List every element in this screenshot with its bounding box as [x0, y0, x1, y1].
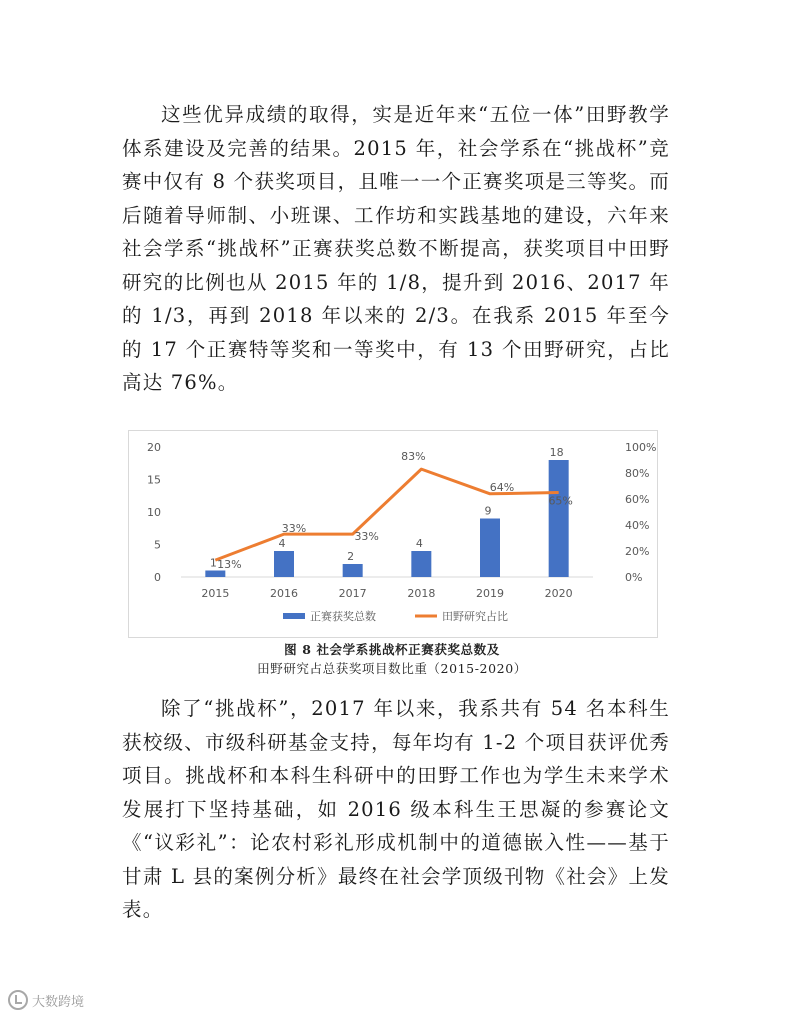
y-left-tick-label: 20 [147, 441, 161, 454]
bar [480, 519, 500, 578]
bar-data-label: 4 [278, 537, 286, 550]
legend-line-label: 田野研究占比 [442, 610, 508, 623]
legend-bar-label: 正赛获奖总数 [310, 610, 376, 623]
y-left-tick-label: 10 [147, 506, 161, 519]
x-tick-label: 2015 [201, 587, 230, 600]
y-right-tick-label: 80% [625, 467, 650, 480]
y-left-tick-label: 0 [154, 571, 161, 584]
bar [343, 564, 363, 577]
brand-logo-icon [8, 990, 28, 1010]
figure-caption-line-2: 田野研究占总获奖项目数比重（2015-2020） [257, 661, 527, 676]
bar-data-label: 18 [549, 446, 564, 459]
bar [549, 460, 569, 577]
line-data-label: 64% [489, 480, 515, 494]
figure-caption-line-1: 图 8 社会学系挑战杯正赛获奖总数及 [284, 642, 500, 657]
bar-data-label: 1 [209, 556, 217, 570]
watermark-text: 大数跨境 [32, 994, 85, 1010]
x-tick-label: 2020 [544, 587, 573, 600]
bar [274, 551, 294, 577]
y-right-tick-label: 40% [625, 519, 650, 532]
combo-chart [129, 431, 657, 637]
y-right-tick-label: 20% [625, 545, 650, 558]
y-left-tick-label: 5 [154, 538, 161, 552]
body-paragraph-2: 除了“挑战杯”，2017 年以来，我系共有 54 名本科生获校级、市级科研基金支持，每年均有 1-2 个项目获评优秀项目。挑战杯和本科生科研中的田野工作也为学生未来学术发展打下坚持基础，如 2016 级本科生王思凝的参赛论文《“议彩礼”：论农村彩礼形成机制中的道德嵌入性——基于甘肃 L 县的案例分析》最终在社会学顶级刊物《社会》上发表。 [122, 697, 670, 921]
line-data-label: 33% [281, 522, 307, 536]
line-data-label: 33% [354, 530, 379, 544]
bar-data-label: 2 [347, 550, 355, 563]
y-right-tick-label: 60% [625, 493, 650, 506]
bar [205, 571, 225, 578]
bar-data-label: 4 [415, 537, 423, 550]
y-right-tick-label: 100% [625, 441, 657, 454]
line-data-label: 83% [401, 450, 426, 464]
x-tick-label: 2019 [476, 587, 504, 600]
line-data-label: 65% [548, 494, 573, 508]
legend-bar-swatch [283, 613, 305, 619]
bar [411, 551, 431, 577]
chart-container [128, 430, 658, 638]
body-paragraph-1: 这些优异成绩的取得，实是近年来“五位一体”田野教学体系建设及完善的结果。2015 年，社会学系在“挑战杯”竞赛中仅有 8 个获奖项目，且唯一一个正赛奖项是三等奖。而后随着导师制、小班课、工作坊和实践基地的建设，六年来社会学系“挑战杯”正赛获奖总数不断提高，获奖项目中田野研究的比例也从 2015 年的 1/8，提升到 2016、2017 年的 1/3，再到 2018 年以来的 2/3。在我系 2015 年至今的 17 个正赛特等奖和一等奖中，有 13 个田野研究，占比高达 76%。 [122, 103, 670, 394]
y-right-tick-label: 0% [625, 571, 643, 584]
line-data-label: 13% [217, 558, 242, 572]
watermark [8, 990, 84, 1010]
x-tick-label: 2017 [338, 587, 367, 600]
x-tick-label: 2016 [270, 587, 298, 600]
y-left-tick-label: 15 [147, 473, 161, 487]
bar-data-label: 9 [484, 504, 492, 518]
x-tick-label: 2018 [407, 587, 436, 600]
